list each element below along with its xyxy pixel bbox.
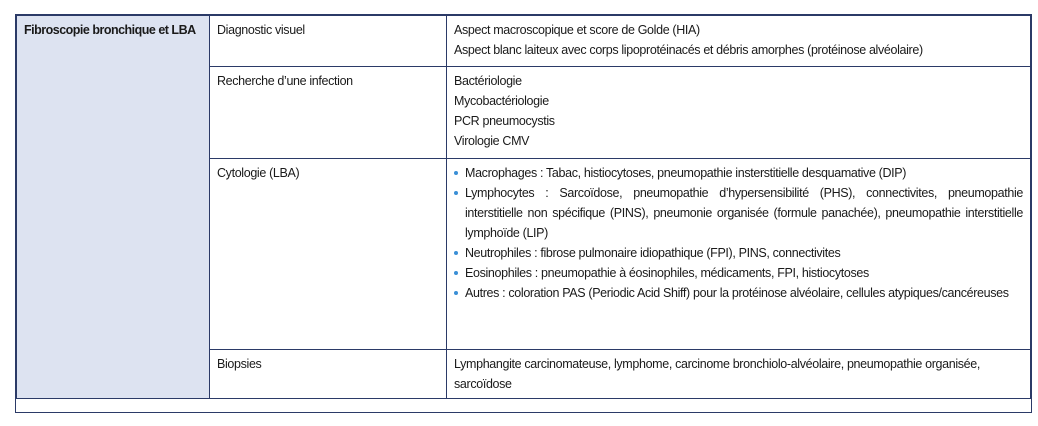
row-label-cell [210, 159, 447, 350]
bullet-text: Neutrophiles : fibrose pulmonaire idiopathique (FPI), PINS, connectivites [465, 246, 841, 260]
list-item [454, 263, 1023, 283]
bullet-text: Macrophages : Tabac, histiocytoses, pneumopathie insterstitielle desquamative (DIP) [465, 166, 907, 180]
row-content-cell [447, 350, 1031, 399]
content-line: Aspect blanc laiteux avec corps lipoprotéinacés et débris amorphes (protéinose alvéolaire) [454, 43, 923, 57]
row-label-diagnostic-visuel: Diagnostic visuel [217, 23, 305, 37]
row-label-biopsies: Biopsies [217, 357, 262, 371]
row-label-cell [210, 67, 447, 159]
bullet-text: Autres : coloration PAS (Periodic Acid Shiff) pour la protéinose alvéolaire, cellules atypiques/cancéreuses [465, 286, 1009, 300]
section-label-cell [17, 16, 210, 399]
diagnostic-table-container [15, 14, 1032, 413]
content-line: Mycobactériologie [454, 94, 549, 108]
bullet-text: Eosinophiles : pneumopathie à éosinophiles, médicaments, FPI, histiocytoses [465, 266, 869, 280]
row-label-recherche-infection: Recherche d’une infection [217, 74, 353, 88]
list-item [454, 183, 1023, 243]
content-line: PCR pneumocystis [454, 114, 555, 128]
section-label: Fibroscopie bronchique et LBA [24, 23, 196, 37]
content-line: Aspect macroscopique et score de Golde (HIA) [454, 23, 700, 37]
cytology-bullet-list [454, 163, 1023, 303]
diagnostic-table [16, 15, 1031, 399]
row-label-cell [210, 16, 447, 67]
list-item [454, 163, 1023, 183]
row-label-cell [210, 350, 447, 399]
row-content-cell [447, 16, 1031, 67]
content-line: Bactériologie [454, 74, 522, 88]
content-text: Lymphangite carcinomateuse, lymphome, carcinome bronchiolo-alvéolaire, pneumopathie organisée, sarcoïdose [454, 357, 980, 391]
row-label-cytologie: Cytologie (LBA) [217, 166, 300, 180]
list-item [454, 283, 1023, 303]
row-content-cell [447, 159, 1031, 350]
row-content-cell [447, 67, 1031, 159]
list-item [454, 243, 1023, 263]
bullet-text: Lymphocytes : Sarcoïdose, pneumopathie d’hypersensibilité (PHS), connectivites, pneumopathie interstitielle non spécifique (PINS), pneumonie organisée (formule panachée), pneumopathie interstitielle lymphoïde (LIP) [465, 186, 1023, 240]
table-row-diagnostic-visuel [17, 16, 1031, 67]
content-line: Virologie CMV [454, 134, 530, 148]
